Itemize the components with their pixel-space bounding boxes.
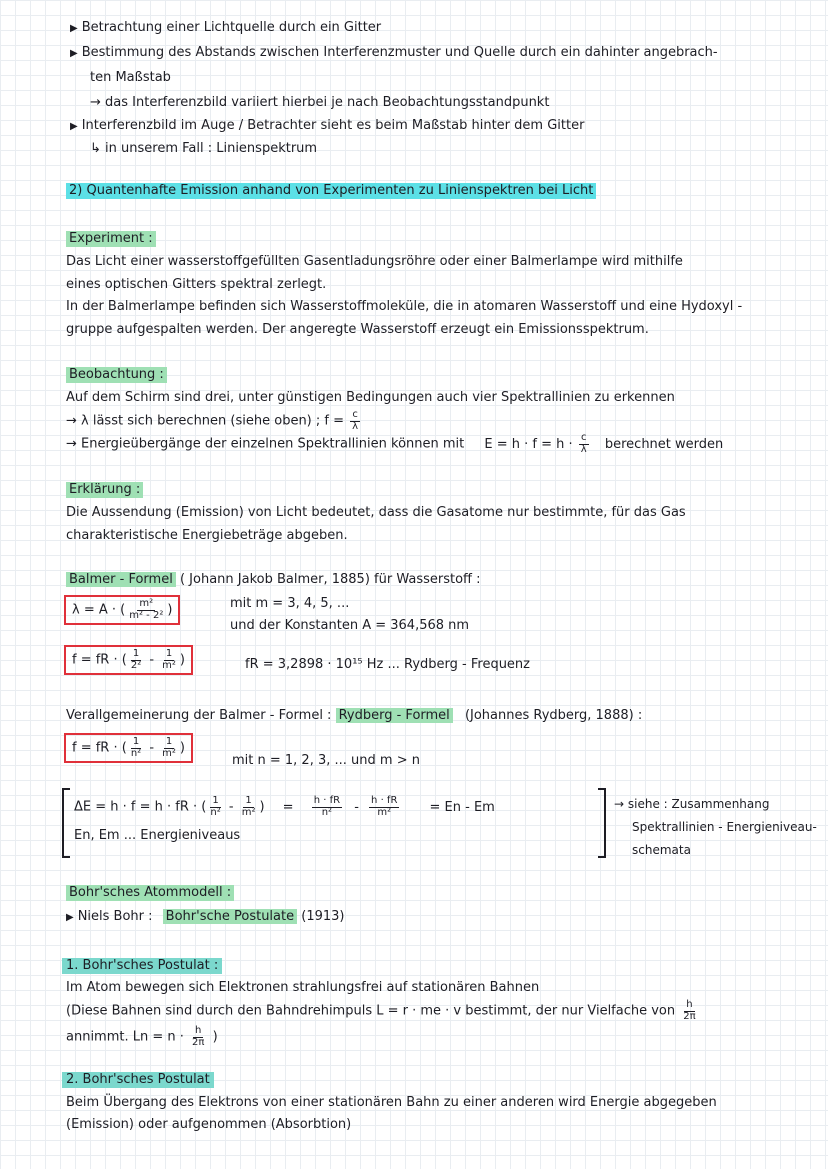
fraction-numerator: h xyxy=(686,999,693,1010)
fraction-one-over-two-squared xyxy=(129,649,143,671)
fraction-denominator: n² xyxy=(210,806,221,818)
fraction-denominator: m² - 2² xyxy=(129,609,164,621)
balmer-heading: Balmer - Formel xyxy=(66,572,176,587)
beobachtung-heading: Beobachtung : xyxy=(66,367,167,383)
postulate-1-line-2-text: (Diese Bahnen sind durch den Bahndrehimpuls L = r · me · v bestimmt, der nur Vielfache von xyxy=(66,1003,676,1019)
intro-line-2 xyxy=(70,45,718,61)
fraction-c-lambda xyxy=(350,410,360,432)
balmer-heading-line xyxy=(66,572,481,588)
intro-line-3: → das Interferenzbild variiert hierbei je nach Beobachtungsstandpunkt xyxy=(90,95,550,110)
fraction-h-over-2pi xyxy=(190,1026,206,1048)
fraction-hfr-over-n-squared xyxy=(312,796,342,818)
experiment-line-1: Das Licht einer wasserstoffgefüllten Gasentladungsröhre oder einer Balmerlampe wird mithilfe xyxy=(66,254,683,269)
rydberg-formula-left: f = fR · xyxy=(72,740,118,756)
fraction-hfr-over-m-squared xyxy=(369,796,399,818)
fraction-numerator: h xyxy=(195,1025,202,1036)
balmer-formula-left: λ = A · xyxy=(72,602,117,618)
rydberg-heading: Rydberg - Formel xyxy=(336,708,453,723)
fraction-denominator: 2π xyxy=(192,1036,205,1048)
frequency-formula-left: f = fR · xyxy=(72,652,118,668)
triangle-bullet-icon: ▶ xyxy=(70,23,78,34)
fraction-numerator: 1 xyxy=(212,795,219,806)
fraction-numerator: 1 xyxy=(245,795,252,806)
fraction-denominator: m² xyxy=(241,806,256,818)
experiment-line-3: In der Balmerlampe befinden sich Wasserstoffmoleküle, die in atomaren Wasserstoff und eine Hydoxyl - xyxy=(66,299,743,314)
fraction-numerator: h · fR xyxy=(371,795,398,806)
experiment-heading: Experiment : xyxy=(66,231,156,247)
rydberg-post: (Johannes Rydberg, 1888) : xyxy=(464,708,643,723)
postulate-2-line-2: (Emission) oder aufgenommen (Absorbtion) xyxy=(66,1117,352,1132)
fraction-h-over-2pi xyxy=(681,1000,697,1022)
rydberg-formula-box: f = fR · ( $\frac{1}{\text{n²}}$ - $\frac{1}{\text{m²}}$ ) xyxy=(64,733,193,763)
beobachtung-line-2-text: → λ lässt sich berechnen (siehe oben) ; f = xyxy=(66,413,344,429)
intro-line-4 xyxy=(70,118,584,134)
balmer-constant: und der Konstanten A = 364,568 nm xyxy=(230,618,470,633)
fraction-one-over-m-squared xyxy=(160,737,178,759)
triangle-bullet-icon: ▶ xyxy=(70,48,78,59)
intro-line-2-text: Bestimmung des Abstands zwischen Interferenzmuster und Quelle durch ein dahinter angebrach- xyxy=(81,45,718,60)
note-line-1: → siehe : Zusammenhang xyxy=(614,797,770,811)
fraction-one-over-n-squared xyxy=(208,796,222,818)
balmer-heading-rest: ( Johann Jakob Balmer, 1885) für Wasserstoff : xyxy=(179,572,481,587)
fraction-one-over-n-squared xyxy=(129,737,143,759)
fraction-denominator: m² xyxy=(162,659,176,671)
fraction-denominator: n² xyxy=(321,806,333,818)
rydberg-mit: mit n = 1, 2, 3, ... und m > n xyxy=(232,753,420,768)
triangle-bullet-icon: ▶ xyxy=(66,912,74,923)
fraction-denominator: m² xyxy=(377,806,392,818)
intro-line-5: ↳ in unserem Fall : Linienspektrum xyxy=(90,141,318,156)
fraction-denominator: 2² xyxy=(130,659,142,671)
delta-e-formula: ΔE = h · f = h · fR · ( $\frac{1}{\text{n²}}$ - $\frac{1}{\text{m²}}$ ) = $\frac{h \cdot fR}{\text{n²}}$ - $\frac{h \cdot fR}{\text{m²}}$ = En - Em xyxy=(74,795,495,818)
fraction-denominator: 2π xyxy=(683,1010,696,1022)
fraction-denominator: m² xyxy=(162,747,176,759)
fraction-numerator: c xyxy=(581,432,587,443)
bohr-heading: Bohr'sches Atommodell : xyxy=(66,885,234,901)
beobachtung-line-3 xyxy=(66,433,723,455)
fraction-one-over-m-squared xyxy=(160,649,178,671)
energy-levels-label: En, Em ... Energieniveaus xyxy=(74,828,241,843)
beobachtung-line-2 xyxy=(66,410,362,432)
experiment-line-2: eines optischen Gitters spektral zerlegt. xyxy=(66,277,327,292)
fraction-numerator: h · fR xyxy=(313,795,341,806)
erklaerung-line-1: Die Aussendung (Emission) von Licht bedeutet, dass die Gasatome nur bestimmte, für das Gas xyxy=(66,505,686,520)
balmer-mit: mit m = 3, 4, 5, ... xyxy=(230,596,350,611)
balmer-formula-box: λ = A · ( $\frac{\text{m²}}{\text{m² - 2²}}$ ) xyxy=(64,595,180,625)
fraction-denominator: λ xyxy=(580,443,587,455)
right-bracket xyxy=(598,788,606,858)
fraction-denominator: n² xyxy=(130,747,142,759)
postulate-1-heading: 1. Bohr'sches Postulat : xyxy=(62,958,222,974)
bohr-postulates-label: Bohr'sche Postulate xyxy=(163,909,297,924)
fraction-numerator: 1 xyxy=(165,736,173,747)
fraction-numerator: 1 xyxy=(132,736,140,747)
intro-line-4-text: Interferenzbild im Auge / Betrachter sieht es beim Maßstab hinter dem Gitter xyxy=(81,118,585,133)
bohr-niels: Niels Bohr : xyxy=(77,909,153,924)
delta-e-left: ΔE = h · f = h · fR · xyxy=(74,799,198,815)
postulate-1-line-2 xyxy=(66,1000,700,1022)
fraction-one-over-m-squared xyxy=(240,796,258,818)
energy-formula: E = h · f = h · xyxy=(484,436,573,452)
postulate-1-line-3 xyxy=(66,1026,218,1048)
fraction-numerator: c xyxy=(352,409,358,420)
fraction-denominator: λ xyxy=(352,420,359,432)
balmer-frequency-box: f = fR · ( $\frac{1}{\text{2²}}$ - $\frac{1}{\text{m²}}$ ) xyxy=(64,645,193,675)
fraction-numerator: 1 xyxy=(165,648,173,659)
intro-line-1 xyxy=(70,20,381,36)
bohr-niels-line xyxy=(66,909,344,925)
beobachtung-line-1: Auf dem Schirm sind drei, unter günstigen Bedingungen auch vier Spektrallinien zu erkennen xyxy=(66,390,675,405)
beobachtung-line-3-text: → Energieübergänge der einzelnen Spektrallinien können mit xyxy=(66,436,465,452)
postulate-1-line-3-text: annimmt. Ln = n · xyxy=(66,1029,184,1045)
experiment-line-4: gruppe aufgespalten werden. Der angeregte Wasserstoff erzeugt ein Emissionsspektrum. xyxy=(66,322,649,337)
left-bracket xyxy=(62,788,70,858)
fraction-c-lambda xyxy=(579,433,589,455)
beobachtung-line-3-end: berechnet werden xyxy=(604,436,724,452)
rydberg-heading-line xyxy=(66,708,642,724)
erklaerung-line-2: charakteristische Energiebeträge abgeben. xyxy=(66,528,348,543)
note-line-2: Spektrallinien - Energieniveau- xyxy=(632,820,817,834)
intro-line-2b: ten Maßstab xyxy=(90,70,171,85)
fraction-numerator: 1 xyxy=(132,648,140,659)
postulate-2-line-1: Beim Übergang des Elektrons von einer stationären Bahn zu einer anderen wird Energie abgegeben xyxy=(66,1095,717,1110)
triangle-bullet-icon: ▶ xyxy=(70,121,78,132)
postulate-1-line-1: Im Atom bewegen sich Elektronen strahlungsfrei auf stationären Bahnen xyxy=(66,980,540,995)
rydberg-pre: Verallgemeinerung der Balmer - Formel : xyxy=(66,708,332,723)
erklaerung-heading: Erklärung : xyxy=(66,482,143,498)
fraction-numerator: m² xyxy=(139,598,154,609)
bohr-year: (1913) xyxy=(301,909,345,924)
section-2-title: 2) Quantenhafte Emission anhand von Experimenten zu Linienspektren bei Licht xyxy=(66,183,596,199)
delta-e-equals: = xyxy=(282,799,294,815)
fraction-balmer xyxy=(127,599,165,621)
note-line-3: schemata xyxy=(632,843,691,857)
postulate-2-heading: 2. Bohr'sches Postulat xyxy=(62,1072,214,1088)
delta-e-result: = En - Em xyxy=(429,799,495,815)
rydberg-frequency: fR = 3,2898 · 10¹⁵ Hz ... Rydberg - Frequenz xyxy=(245,657,530,672)
intro-line-1-text: Betrachtung einer Lichtquelle durch ein Gitter xyxy=(81,20,382,35)
postulate-1-line-3-end: ) xyxy=(212,1029,218,1045)
